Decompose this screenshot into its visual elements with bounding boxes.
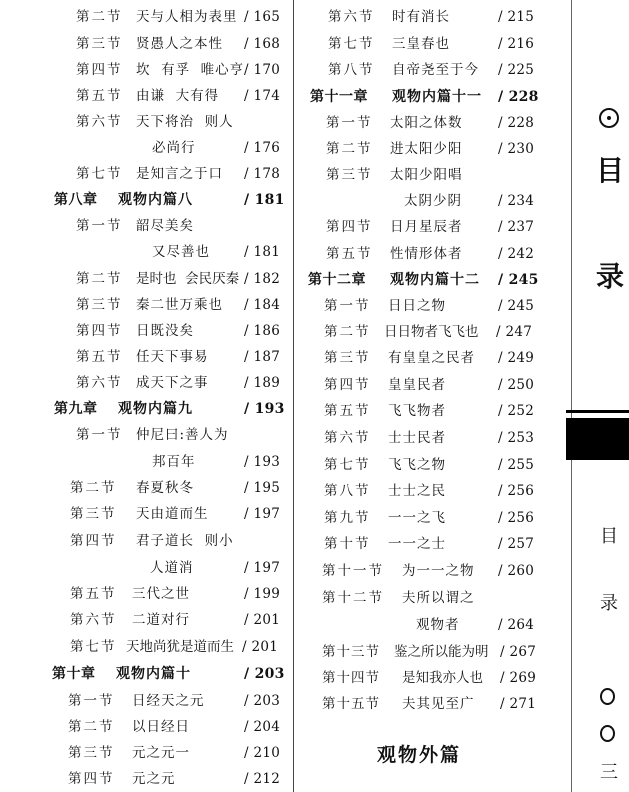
toc-entry[interactable] xyxy=(304,480,540,502)
section-number: 第一节 xyxy=(76,427,123,443)
chapter-title: 观物内篇九 xyxy=(118,401,193,417)
chapter-heading[interactable] xyxy=(304,86,540,108)
entry-title: 进太阳少阳 xyxy=(390,141,463,157)
entry-title: 成天下之事 xyxy=(136,375,209,391)
entry-title: 日经天之元 xyxy=(132,693,205,709)
entry-title: 太阳少阳唱 xyxy=(390,167,463,183)
entry-title: 飞飞物者 xyxy=(388,403,446,419)
chapter-title: 观物内篇八 xyxy=(118,192,193,208)
entry-title: 一一之士 xyxy=(388,536,446,552)
toc-entry[interactable] xyxy=(50,503,288,525)
section-number: 第一节 xyxy=(324,298,371,314)
toc-entry[interactable] xyxy=(50,268,288,290)
toc-entry[interactable] xyxy=(50,583,288,605)
toc-entry[interactable] xyxy=(50,477,288,499)
section-number: 第三节 xyxy=(70,506,117,522)
section-number: 第四节 xyxy=(324,377,371,393)
section-number: 第六节 xyxy=(70,612,117,628)
page-number: / 250 xyxy=(498,377,535,393)
page-number: / 247 xyxy=(496,324,533,340)
entry-title: 天由道而生 xyxy=(136,506,209,522)
entry-title: 夫其见至广 xyxy=(402,696,475,712)
page-number: / 204 xyxy=(244,719,281,735)
toc-entry[interactable] xyxy=(50,424,288,446)
entry-title: 任天下事易 xyxy=(136,349,209,365)
section-number: 第二节 xyxy=(70,480,117,496)
page-number: / 271 xyxy=(500,696,537,712)
entry-title: 士士之民 xyxy=(388,483,446,499)
circled-dot-icon xyxy=(599,108,619,128)
page-number: / 201 xyxy=(244,612,281,628)
chapter-title: 观物内篇十一 xyxy=(392,89,482,105)
section-number: 第二节 xyxy=(324,324,371,340)
entry-title: 元之元 xyxy=(132,771,176,787)
section-number: 第一节 xyxy=(68,693,115,709)
section-number: 第六节 xyxy=(324,430,371,446)
page-number: / 186 xyxy=(244,323,281,339)
toc-entry[interactable] xyxy=(304,533,540,555)
entry-title: 日日之物 xyxy=(388,298,446,314)
page-number: / 256 xyxy=(498,483,535,499)
toc-entry[interactable] xyxy=(304,243,540,265)
section-number: 第二节 xyxy=(68,719,115,735)
entry-title: 以日经日 xyxy=(132,719,190,735)
section-number: 第七节 xyxy=(328,36,375,52)
entry-title: 皇皇民者 xyxy=(388,377,446,393)
section-number: 第五节 xyxy=(70,586,117,602)
entry-title: 为一一之物 xyxy=(402,563,475,579)
page-number: / 212 xyxy=(244,771,281,787)
entry-title: 由谦 大有得 xyxy=(136,88,220,104)
section-number: 第四节 xyxy=(76,323,123,339)
page-number: / 170 xyxy=(244,62,281,78)
toc-entry[interactable] xyxy=(50,320,288,342)
page-number: / 255 xyxy=(498,457,535,473)
section-number: 第六节 xyxy=(328,9,375,25)
toc-entry-continued[interactable] xyxy=(50,137,288,159)
entry-title: 观物者 xyxy=(416,617,460,633)
section-number: 第二节 xyxy=(76,271,123,287)
chapter-heading[interactable] xyxy=(304,269,540,291)
page-number: / 176 xyxy=(244,140,281,156)
page-number: / 174 xyxy=(244,88,281,104)
section-number: 第一节 xyxy=(76,218,123,234)
toc-entry[interactable] xyxy=(304,216,540,238)
page-number: / 203 xyxy=(244,666,285,682)
entry-title: 夫所以谓之 xyxy=(402,590,475,606)
page-number: / 181 xyxy=(244,192,285,208)
page-number: / 193 xyxy=(244,454,281,470)
toc-entry-continued[interactable] xyxy=(304,190,540,212)
entry-title: 邦百年 xyxy=(152,454,196,470)
section-number: 第七节 xyxy=(324,457,371,473)
page-number: / 168 xyxy=(244,36,281,52)
toc-entry[interactable] xyxy=(50,742,288,764)
page-number: / 228 xyxy=(498,115,535,131)
page-number: / 215 xyxy=(498,9,535,25)
entry-title: 韶尽美矣 xyxy=(136,218,194,234)
entry-title: 鉴之所以能为明 xyxy=(394,644,489,660)
page-number: / 225 xyxy=(498,62,535,78)
section-number: 第五节 xyxy=(76,349,123,365)
page-number: / 237 xyxy=(498,219,535,235)
entry-title: 又尽善也 xyxy=(152,244,210,260)
margin-title-char: 录 xyxy=(596,260,625,293)
page-number: / 245 xyxy=(498,272,539,288)
entry-title: 天地尚犹是道而生 xyxy=(126,639,234,655)
toc-entry[interactable] xyxy=(304,138,540,160)
toc-entry[interactable] xyxy=(304,295,540,317)
toc-entry[interactable] xyxy=(50,294,288,316)
page-number: / 216 xyxy=(498,36,535,52)
entry-title: 秦二世万乘也 xyxy=(136,297,223,313)
chapter-heading[interactable] xyxy=(50,189,288,211)
toc-entry[interactable] xyxy=(50,163,288,185)
section-number: 第五节 xyxy=(326,246,373,262)
section-number: 第三节 xyxy=(76,297,123,313)
toc-entry[interactable] xyxy=(50,215,288,237)
chapter-number: 第九章 xyxy=(54,401,98,417)
toc-entry[interactable] xyxy=(50,85,288,107)
section-number: 第四节 xyxy=(326,219,373,235)
page-number: / 199 xyxy=(244,586,281,602)
section-number: 第一节 xyxy=(326,115,373,131)
toc-entry[interactable] xyxy=(50,768,288,790)
section-number: 第二节 xyxy=(76,9,123,25)
entry-title: 元之元一 xyxy=(132,745,190,761)
running-head-char: 录 xyxy=(600,593,618,614)
page-number: / 182 xyxy=(244,271,281,287)
toc-entry-continued[interactable] xyxy=(304,614,540,636)
entry-title: 有皇皇之民者 xyxy=(388,350,475,366)
page-number: / 252 xyxy=(498,403,535,419)
page-number: / 178 xyxy=(244,166,281,182)
entry-title: 是知我亦人也 xyxy=(402,670,483,686)
entry-title: 太阴少阴 xyxy=(404,193,462,209)
entry-title: 春夏秋冬 xyxy=(136,480,194,496)
section-number: 第七节 xyxy=(76,166,123,182)
page-number: / 234 xyxy=(498,193,535,209)
section-number: 第五节 xyxy=(324,403,371,419)
toc-entry[interactable] xyxy=(304,587,540,609)
toc-entry-continued[interactable] xyxy=(50,557,288,579)
entry-title: 君子道长 则小 xyxy=(136,533,234,549)
page-number: / 193 xyxy=(244,401,285,417)
page-number: / 267 xyxy=(500,644,537,660)
section-number: 第八节 xyxy=(328,62,375,78)
margin-title-char: 目 xyxy=(596,154,625,187)
chapter-title: 观物内篇十二 xyxy=(390,272,480,288)
section-number: 第四节 xyxy=(76,62,123,78)
entry-title: 日月星辰者 xyxy=(390,219,463,235)
section-number: 第九节 xyxy=(324,510,371,526)
page-number: / 264 xyxy=(498,617,535,633)
toc-entry-continued[interactable] xyxy=(50,451,288,473)
section-number: 第十三节 xyxy=(322,644,380,660)
entry-title: 时有消长 xyxy=(392,9,450,25)
entry-title: 性情形体者 xyxy=(390,246,463,262)
page-number: / 260 xyxy=(498,563,535,579)
page-number: / 269 xyxy=(500,670,537,686)
toc-entry[interactable] xyxy=(50,636,288,658)
toc-entry[interactable] xyxy=(304,667,540,689)
entry-title: 日日物者飞飞也 xyxy=(384,324,479,340)
entry-title: 贤愚人之本性 xyxy=(136,36,223,52)
toc-entry[interactable] xyxy=(50,6,288,28)
toc-entry[interactable] xyxy=(304,400,540,422)
section-number: 第十节 xyxy=(324,536,371,552)
entry-title: 必尚行 xyxy=(152,140,196,156)
section-number: 第十四节 xyxy=(322,670,380,686)
page-number: / 257 xyxy=(498,536,535,552)
section-number: 第十二节 xyxy=(322,590,384,606)
toc-entry[interactable] xyxy=(50,690,288,712)
page-number: / 249 xyxy=(498,350,535,366)
toc-entry[interactable] xyxy=(304,374,540,396)
chapter-heading[interactable] xyxy=(50,398,288,420)
section-number: 第四节 xyxy=(70,533,117,549)
section-number: 第三节 xyxy=(324,350,371,366)
entry-title: 天下将治 则人 xyxy=(136,114,234,130)
toc-entry[interactable] xyxy=(50,372,288,394)
section-number: 第十五节 xyxy=(322,696,380,712)
page-number: / 245 xyxy=(498,298,535,314)
page-number: / 256 xyxy=(498,510,535,526)
page-number: / 187 xyxy=(244,349,281,365)
toc-entry[interactable] xyxy=(304,454,540,476)
entry-title: 二道对行 xyxy=(132,612,190,628)
section-number: 第三节 xyxy=(76,36,123,52)
page-number: / 181 xyxy=(244,244,281,260)
entry-title: 太阳之体数 xyxy=(390,115,463,131)
page-number: / 165 xyxy=(244,9,281,25)
toc-entry[interactable] xyxy=(304,164,540,186)
page-number: / 184 xyxy=(244,297,281,313)
entry-title: 天与人相为表里 xyxy=(136,9,238,25)
toc-entry[interactable] xyxy=(304,507,540,529)
toc-entry[interactable] xyxy=(304,59,540,81)
toc-entry[interactable] xyxy=(50,609,288,631)
column-divider xyxy=(293,0,294,792)
toc-entry[interactable] xyxy=(304,641,540,663)
entry-title: 三代之世 xyxy=(132,586,190,602)
entry-title: 三皇春也 xyxy=(392,36,450,52)
chapter-number: 第八章 xyxy=(54,192,98,208)
section-number: 第三节 xyxy=(326,167,373,183)
page-number: / 253 xyxy=(498,430,535,446)
section-number: 第八节 xyxy=(324,483,371,499)
running-head-char: 目 xyxy=(600,526,618,547)
page-number: / 201 xyxy=(242,639,279,655)
toc-entry[interactable] xyxy=(50,346,288,368)
toc-entry[interactable] xyxy=(50,530,288,552)
page-number: / 230 xyxy=(498,141,535,157)
section-number: 第六节 xyxy=(76,375,123,391)
page-digit-three: 三 xyxy=(600,762,618,783)
toc-entry[interactable] xyxy=(304,6,540,28)
entry-title: 坎 有孚 唯心亨 xyxy=(136,62,245,78)
entry-title: 自帝尧至于今 xyxy=(392,62,479,78)
page-number: / 197 xyxy=(244,506,281,522)
decorative-black-band xyxy=(566,418,629,460)
entry-title: 人道消 xyxy=(150,560,194,576)
toc-entry[interactable] xyxy=(50,111,288,133)
section-number: 第三节 xyxy=(68,745,115,761)
entry-title: 是时也 会民厌秦 xyxy=(136,271,240,287)
entry-title: 一一之飞 xyxy=(388,510,446,526)
toc-entry[interactable] xyxy=(304,560,540,582)
entry-title: 是知言之于口 xyxy=(136,166,223,182)
toc-entry[interactable] xyxy=(50,59,288,81)
toc-entry[interactable] xyxy=(50,33,288,55)
page-number: / 203 xyxy=(244,693,281,709)
chapter-number: 第十二章 xyxy=(308,272,366,288)
toc-entry[interactable] xyxy=(304,693,540,715)
margin-divider xyxy=(571,0,572,792)
page-digit-zero xyxy=(600,725,615,742)
chapter-number: 第十一章 xyxy=(310,89,368,105)
section-number: 第六节 xyxy=(76,114,123,130)
toc-entry[interactable] xyxy=(304,321,540,343)
section-number: 第十一节 xyxy=(322,563,384,579)
toc-entry-continued[interactable] xyxy=(50,241,288,263)
toc-entry[interactable] xyxy=(304,427,540,449)
page-number: / 195 xyxy=(244,480,281,496)
entry-title: 飞飞之物 xyxy=(388,457,446,473)
toc-entry[interactable] xyxy=(304,33,540,55)
entry-title: 日既没矣 xyxy=(136,323,194,339)
toc-entry[interactable] xyxy=(304,347,540,369)
section-number: 第五节 xyxy=(76,88,123,104)
page-number: / 197 xyxy=(244,560,281,576)
toc-entry[interactable] xyxy=(304,112,540,134)
chapter-title: 观物内篇十 xyxy=(116,666,191,682)
toc-entry[interactable] xyxy=(50,716,288,738)
section-number: 第四节 xyxy=(68,771,115,787)
section-number: 第七节 xyxy=(70,639,117,655)
section-number: 第二节 xyxy=(326,141,373,157)
chapter-number: 第十章 xyxy=(52,666,96,682)
entry-title: 仲尼曰:善人为 xyxy=(136,427,229,443)
page-number: / 210 xyxy=(244,745,281,761)
page-number: / 189 xyxy=(244,375,281,391)
page-number: / 242 xyxy=(498,246,535,262)
chapter-heading[interactable] xyxy=(50,663,288,685)
page-digit-zero xyxy=(600,688,615,705)
page-number: / 228 xyxy=(498,89,539,105)
entry-title: 士士民者 xyxy=(388,430,446,446)
part-heading[interactable]: 观物外篇 xyxy=(377,744,462,766)
